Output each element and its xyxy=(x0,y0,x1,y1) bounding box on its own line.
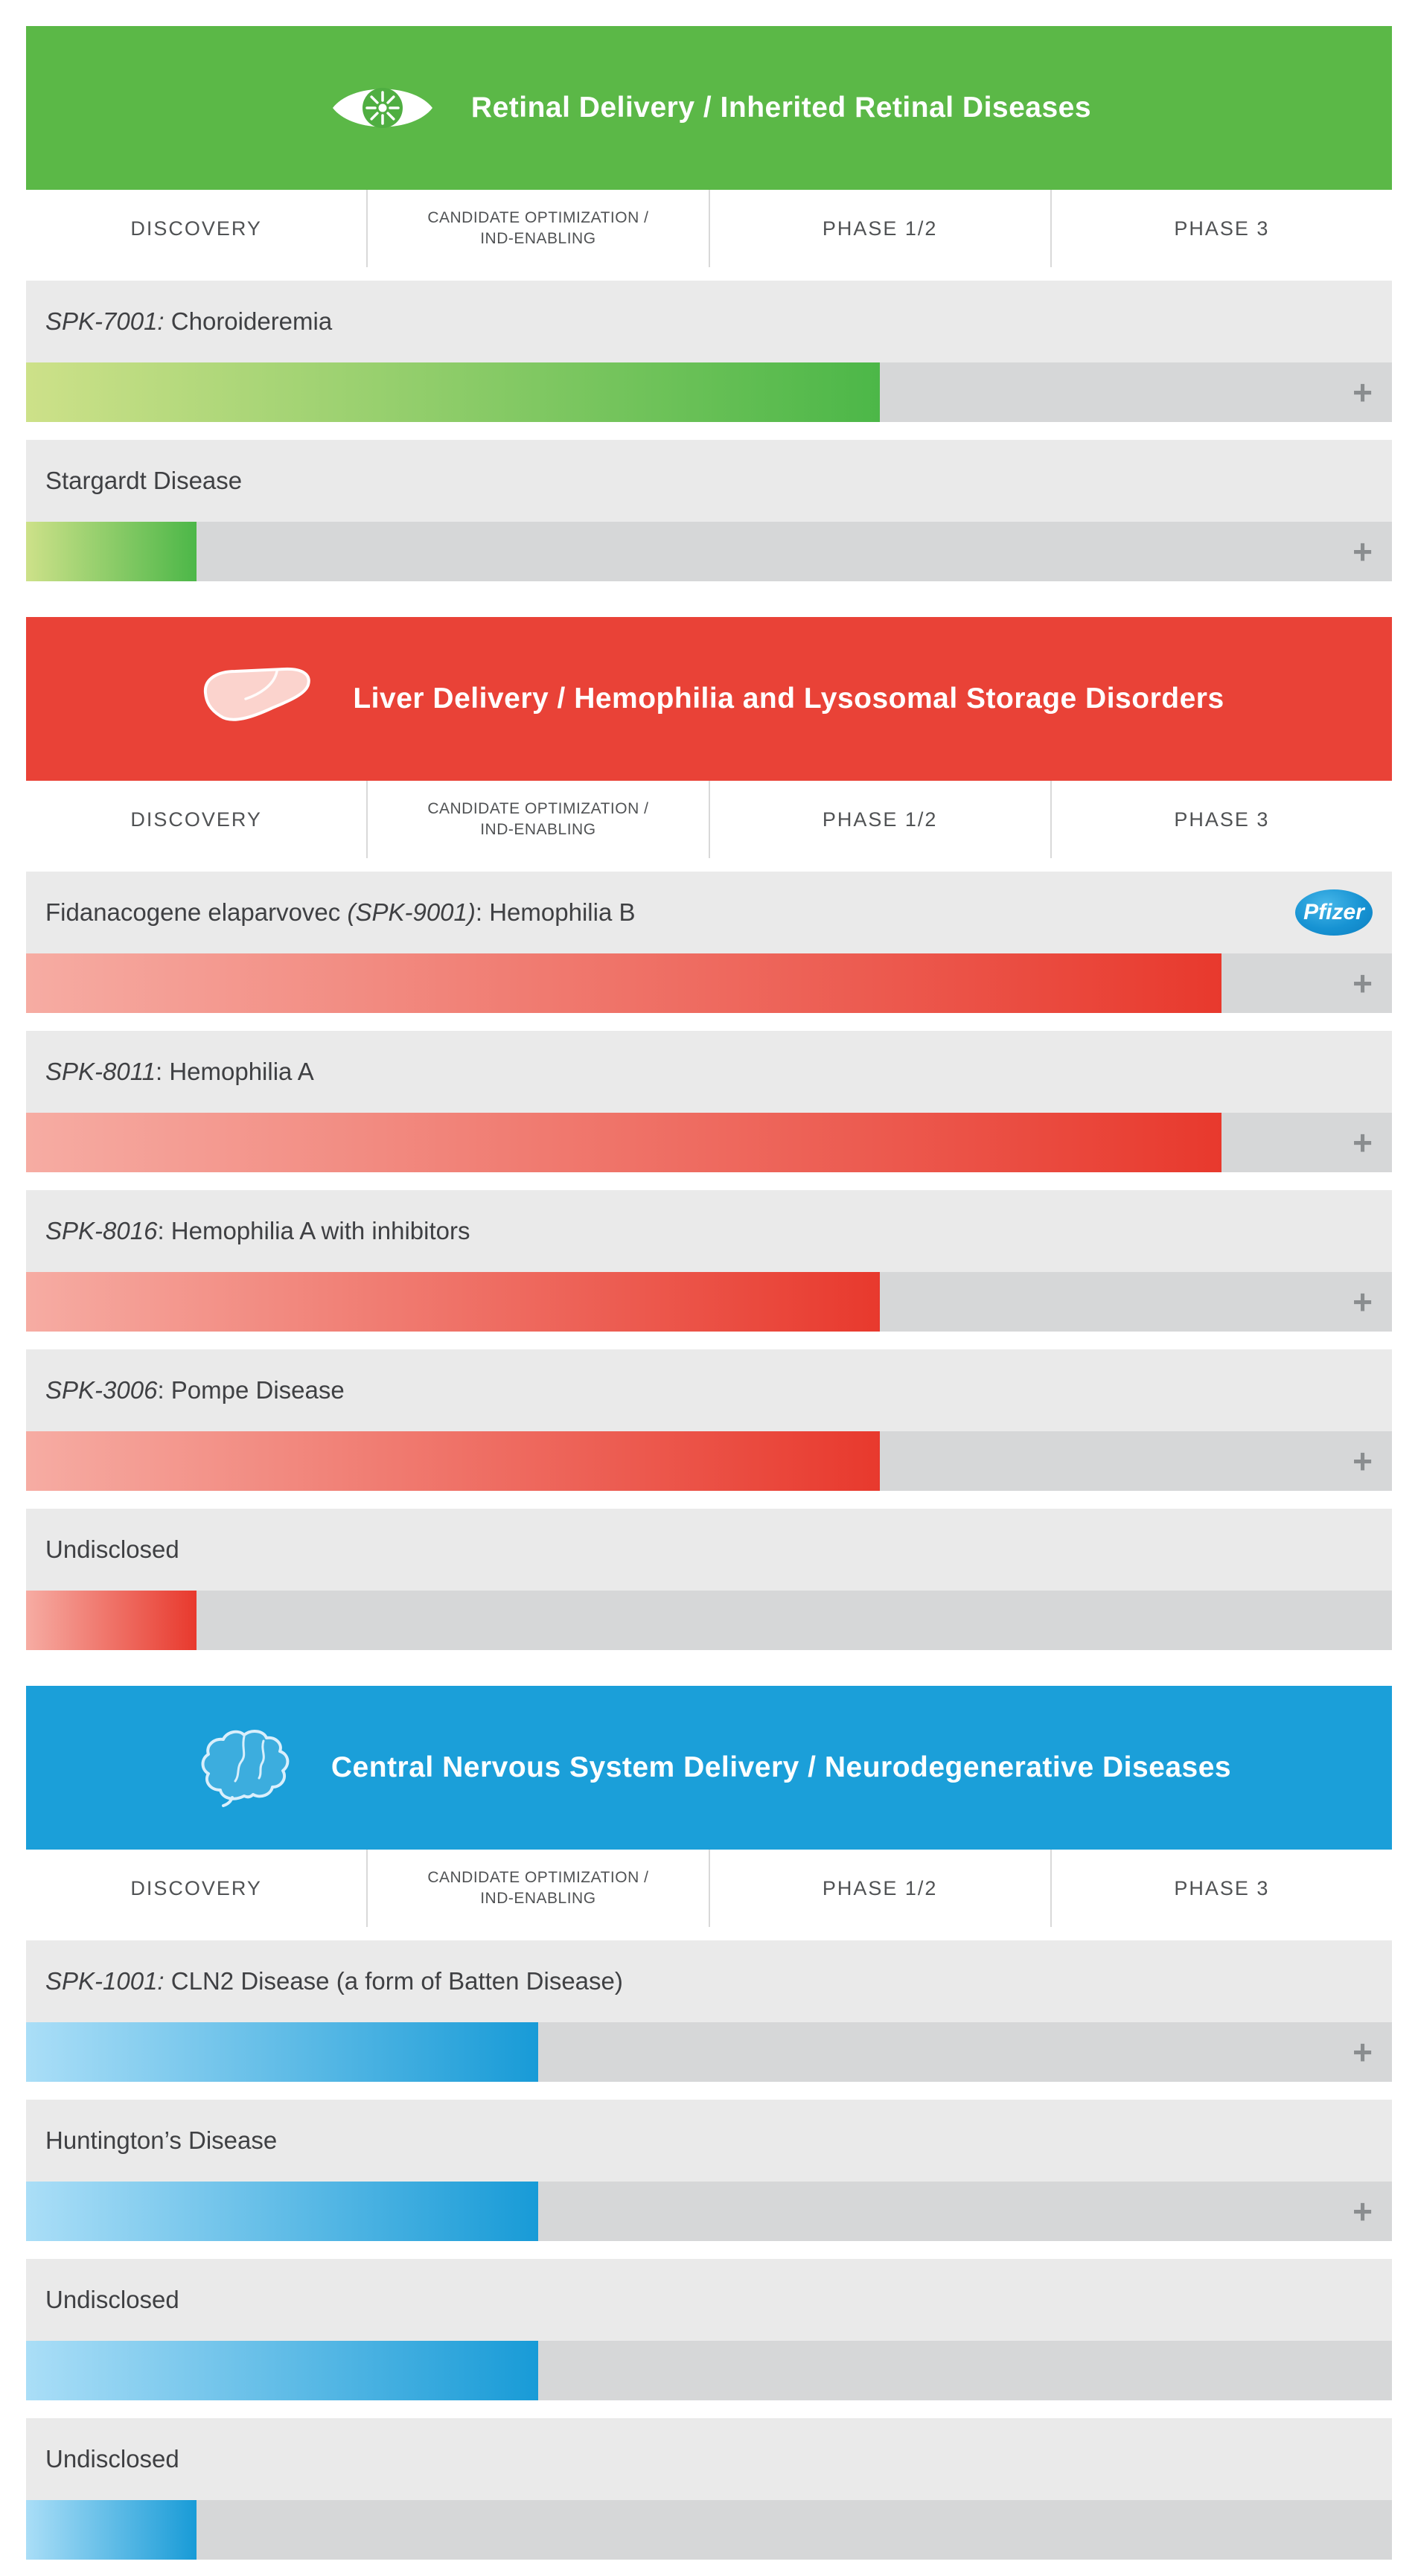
column-phase-1-2: PHASE 1/2 xyxy=(709,1850,1050,1927)
program-label-bar xyxy=(26,1940,1392,2022)
phase-progress-bar xyxy=(26,2500,197,2560)
phase-progress-track xyxy=(26,1272,1392,1332)
section-header-retinal xyxy=(26,26,1392,190)
program-name: SPK-1001: CLN2 Disease (a form of Batten Disease) xyxy=(45,1967,623,1995)
program-name: Stargardt Disease xyxy=(45,467,243,494)
program-name: Huntington’s Disease xyxy=(45,2126,278,2154)
row-hemophilia-b xyxy=(26,872,1392,1013)
column-phase-3: PHASE 3 xyxy=(1050,190,1392,267)
program-label-bar xyxy=(26,440,1392,522)
row-undisclosed-cns-2 xyxy=(26,2418,1392,2560)
column-phase-1-2: PHASE 1/2 xyxy=(709,781,1050,858)
section-title: Retinal Delivery / Inherited Retinal Diseases xyxy=(470,92,1092,124)
phase-progress-track xyxy=(26,2500,1392,2560)
phase-progress-bar xyxy=(26,2022,538,2082)
phase-progress-bar xyxy=(26,953,1221,1013)
column-candidate-optimization-label: CANDIDATE OPTIMIZATION / IND-ENABLING xyxy=(427,208,649,247)
column-phase-1-2: PHASE 1/2 xyxy=(709,190,1050,267)
pfizer-logo: Pfizer xyxy=(1295,889,1373,936)
row-stargardt xyxy=(26,440,1392,581)
phase-progress-track xyxy=(26,2341,1392,2400)
stage-columns xyxy=(26,1850,1392,1927)
program-name: Undisclosed xyxy=(45,2286,179,2313)
section-liver xyxy=(26,617,1392,1650)
expand-button[interactable]: + xyxy=(1352,1123,1373,1162)
phase-progress-bar xyxy=(26,2341,538,2400)
column-discovery: DISCOVERY xyxy=(130,808,262,831)
phase-progress-bar xyxy=(26,1431,880,1491)
phase-progress-bar xyxy=(26,1113,1221,1172)
phase-progress-track xyxy=(26,953,1392,1013)
column-phase-3: PHASE 3 xyxy=(1050,781,1392,858)
phase-progress-track xyxy=(26,2022,1392,2082)
phase-progress-track xyxy=(26,1113,1392,1172)
program-label-bar xyxy=(26,2418,1392,2500)
eye-icon xyxy=(327,74,438,142)
phase-progress-track xyxy=(26,362,1392,422)
section-cns xyxy=(26,1686,1392,2560)
row-undisclosed-liver xyxy=(26,1509,1392,1650)
row-choroideremia xyxy=(26,281,1392,422)
brain-icon xyxy=(187,1729,298,1807)
row-undisclosed-cns-1 xyxy=(26,2259,1392,2400)
expand-button[interactable]: + xyxy=(1352,964,1373,1003)
column-candidate-optimization xyxy=(366,781,708,858)
column-candidate-optimization xyxy=(366,1850,708,1927)
phase-progress-track xyxy=(26,1591,1392,1650)
liver-icon xyxy=(194,662,320,736)
expand-button[interactable]: + xyxy=(1352,532,1373,571)
program-label-bar xyxy=(26,281,1392,362)
program-name: Undisclosed xyxy=(45,1535,179,1563)
section-retinal xyxy=(26,26,1392,581)
row-cln2-batten xyxy=(26,1940,1392,2082)
phase-progress-track xyxy=(26,2182,1392,2241)
program-name: SPK-8016: Hemophilia A with inhibitors xyxy=(45,1217,470,1244)
program-label-bar xyxy=(26,872,1392,953)
phase-progress-bar xyxy=(26,1591,197,1650)
program-label-bar xyxy=(26,1031,1392,1113)
program-label-bar xyxy=(26,2259,1392,2341)
program-label-bar xyxy=(26,2100,1392,2182)
expand-button[interactable]: + xyxy=(1352,1442,1373,1480)
section-header-cns xyxy=(26,1686,1392,1850)
row-pompe xyxy=(26,1349,1392,1491)
program-name: Undisclosed xyxy=(45,2445,179,2473)
expand-button[interactable]: + xyxy=(1352,2192,1373,2231)
expand-button[interactable]: + xyxy=(1352,1282,1373,1321)
column-discovery: DISCOVERY xyxy=(130,217,262,240)
phase-progress-track xyxy=(26,522,1392,581)
phase-progress-bar xyxy=(26,2182,538,2241)
program-name: SPK-8011: Hemophilia A xyxy=(45,1058,314,1085)
program-label-bar xyxy=(26,1349,1392,1431)
stage-columns xyxy=(26,781,1392,858)
row-huntingtons xyxy=(26,2100,1392,2241)
program-name: SPK-7001: Choroideremia xyxy=(45,307,333,335)
phase-progress-bar xyxy=(26,522,197,581)
program-label-bar xyxy=(26,1509,1392,1591)
section-title: Liver Delivery / Hemophilia and Lysosomal Storage Disorders xyxy=(353,683,1224,715)
phase-progress-track xyxy=(26,1431,1392,1491)
expand-button[interactable]: + xyxy=(1352,373,1373,412)
column-phase-3: PHASE 3 xyxy=(1050,1850,1392,1927)
row-hemophilia-a xyxy=(26,1031,1392,1172)
phase-progress-bar xyxy=(26,1272,880,1332)
stage-columns xyxy=(26,190,1392,267)
expand-button[interactable]: + xyxy=(1352,2033,1373,2071)
section-title: Central Nervous System Delivery / Neurodegenerative Diseases xyxy=(330,1751,1232,1783)
program-label-bar xyxy=(26,1190,1392,1272)
section-header-liver xyxy=(26,617,1392,781)
column-discovery: DISCOVERY xyxy=(130,1876,262,1899)
column-candidate-optimization xyxy=(366,190,708,267)
phase-progress-bar xyxy=(26,362,880,422)
program-name: Fidanacogene elaparvovec (SPK-9001): Hemophilia B xyxy=(45,898,636,926)
program-name: SPK-3006: Pompe Disease xyxy=(45,1376,345,1404)
column-candidate-optimization-label: CANDIDATE OPTIMIZATION / IND-ENABLING xyxy=(427,1868,649,1907)
column-candidate-optimization-label: CANDIDATE OPTIMIZATION / IND-ENABLING xyxy=(427,799,649,838)
row-hemophilia-a-inhibitors xyxy=(26,1190,1392,1332)
